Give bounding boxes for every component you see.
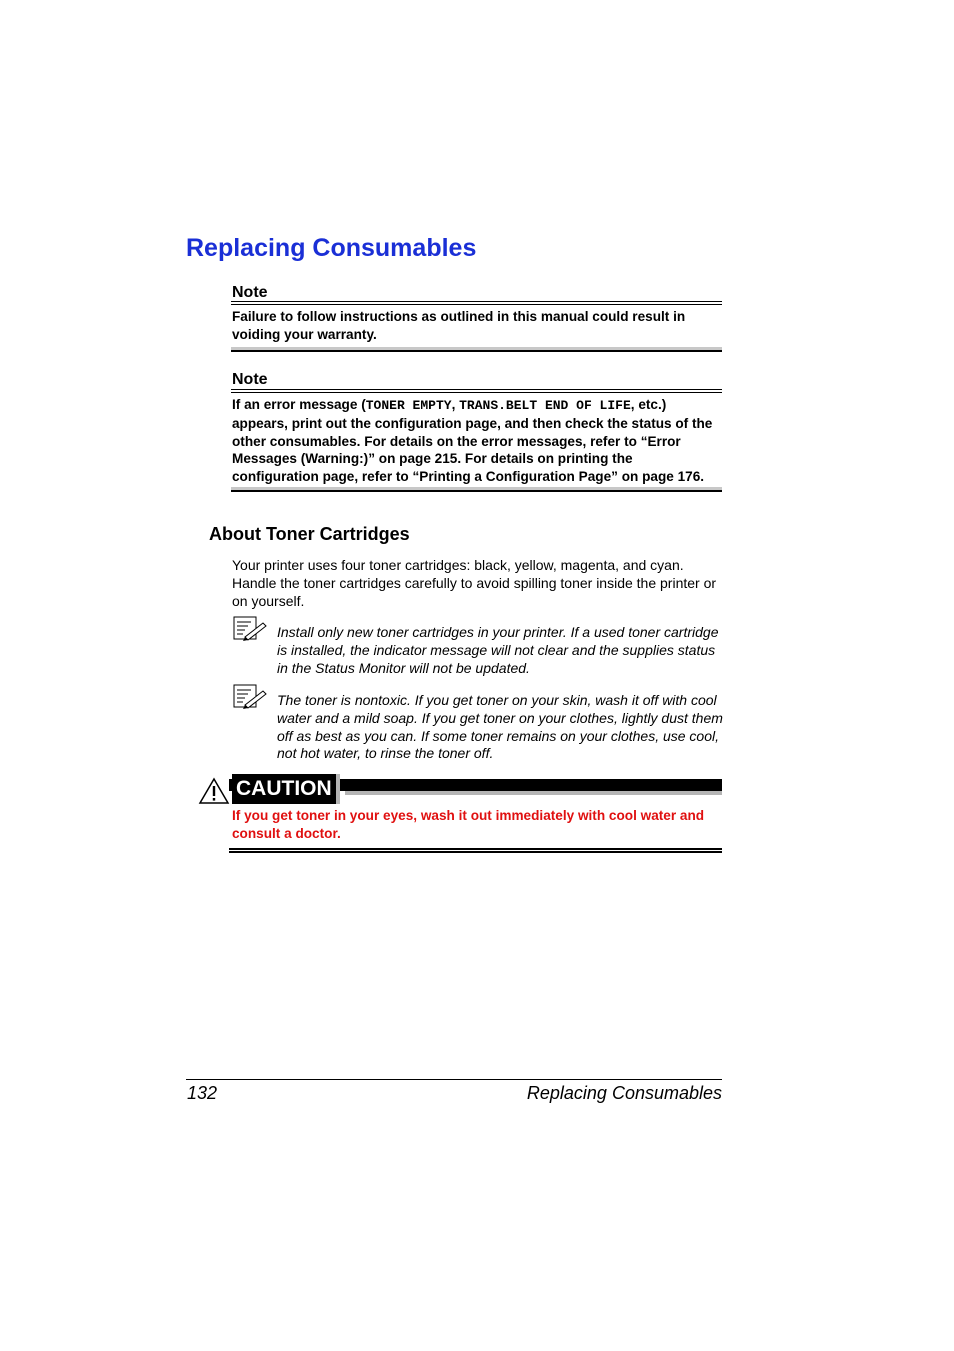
caution-label: CAUTION — [232, 774, 340, 804]
note-text: Failure to follow instructions as outlined in this manual could result in voiding your warranty. — [232, 309, 686, 342]
footer-rule — [186, 1079, 722, 1080]
note-text: If an error message (TONER EMPTY, TRANS.BELT END OF LIFE, etc.) appears, print out the configuration page, and then check the status of the other consumables. For details on the error messages, refer to “Error Messages (Warning:)” on page 215. For details on printing the configuration page, refer to “Printing a Configuration Page” on page 176. — [232, 397, 713, 485]
memo-text: The toner is nontoxic. If you get toner on your skin, wash it off with cool water and a mild soap. If you get toner on your clothes, lightly dust them off as best as you can. If some toner remains on your clothes, use cool, not hot water, to rinse the toner off. — [277, 692, 723, 762]
note-bottom-rule — [231, 490, 722, 492]
caution-bottom-rule — [229, 851, 722, 853]
page-number: 132 — [187, 1083, 218, 1103]
note-label: Note — [232, 371, 268, 388]
body-paragraph: Your printer uses four toner cartridges: black, yellow, magenta, and cyan. Handle the toner cartridges carefully to avoid spilling toner inside the printer or on yourself. — [232, 557, 717, 609]
caution-bottom-rule — [229, 848, 722, 850]
running-title: Replacing Consumables — [526, 1083, 722, 1103]
note-label: Note — [232, 284, 268, 301]
warning-triangle-icon — [198, 777, 230, 805]
note-bottom-rule — [231, 350, 722, 352]
note-top-rule — [231, 389, 722, 393]
section-heading: About Toner Cartridges — [209, 524, 410, 544]
caution-bar-shade — [345, 791, 722, 795]
memo-pencil-icon — [233, 616, 267, 642]
caution-text: If you get toner in your eyes, wash it out immediately with cool water and consult a doctor. — [232, 808, 705, 841]
memo-pencil-icon — [233, 684, 267, 710]
note-top-rule — [231, 301, 722, 305]
memo-text: Install only new toner cartridges in your printer. If a used toner cartridge is installed, the indicator message will not clear and the supplies status in the Status Monitor will not be updated. — [277, 624, 719, 676]
page-title: Replacing Consumables — [186, 234, 477, 262]
error-code: TRANS.BELT END OF LIFE — [459, 398, 631, 413]
error-code: TONER EMPTY — [365, 398, 452, 413]
